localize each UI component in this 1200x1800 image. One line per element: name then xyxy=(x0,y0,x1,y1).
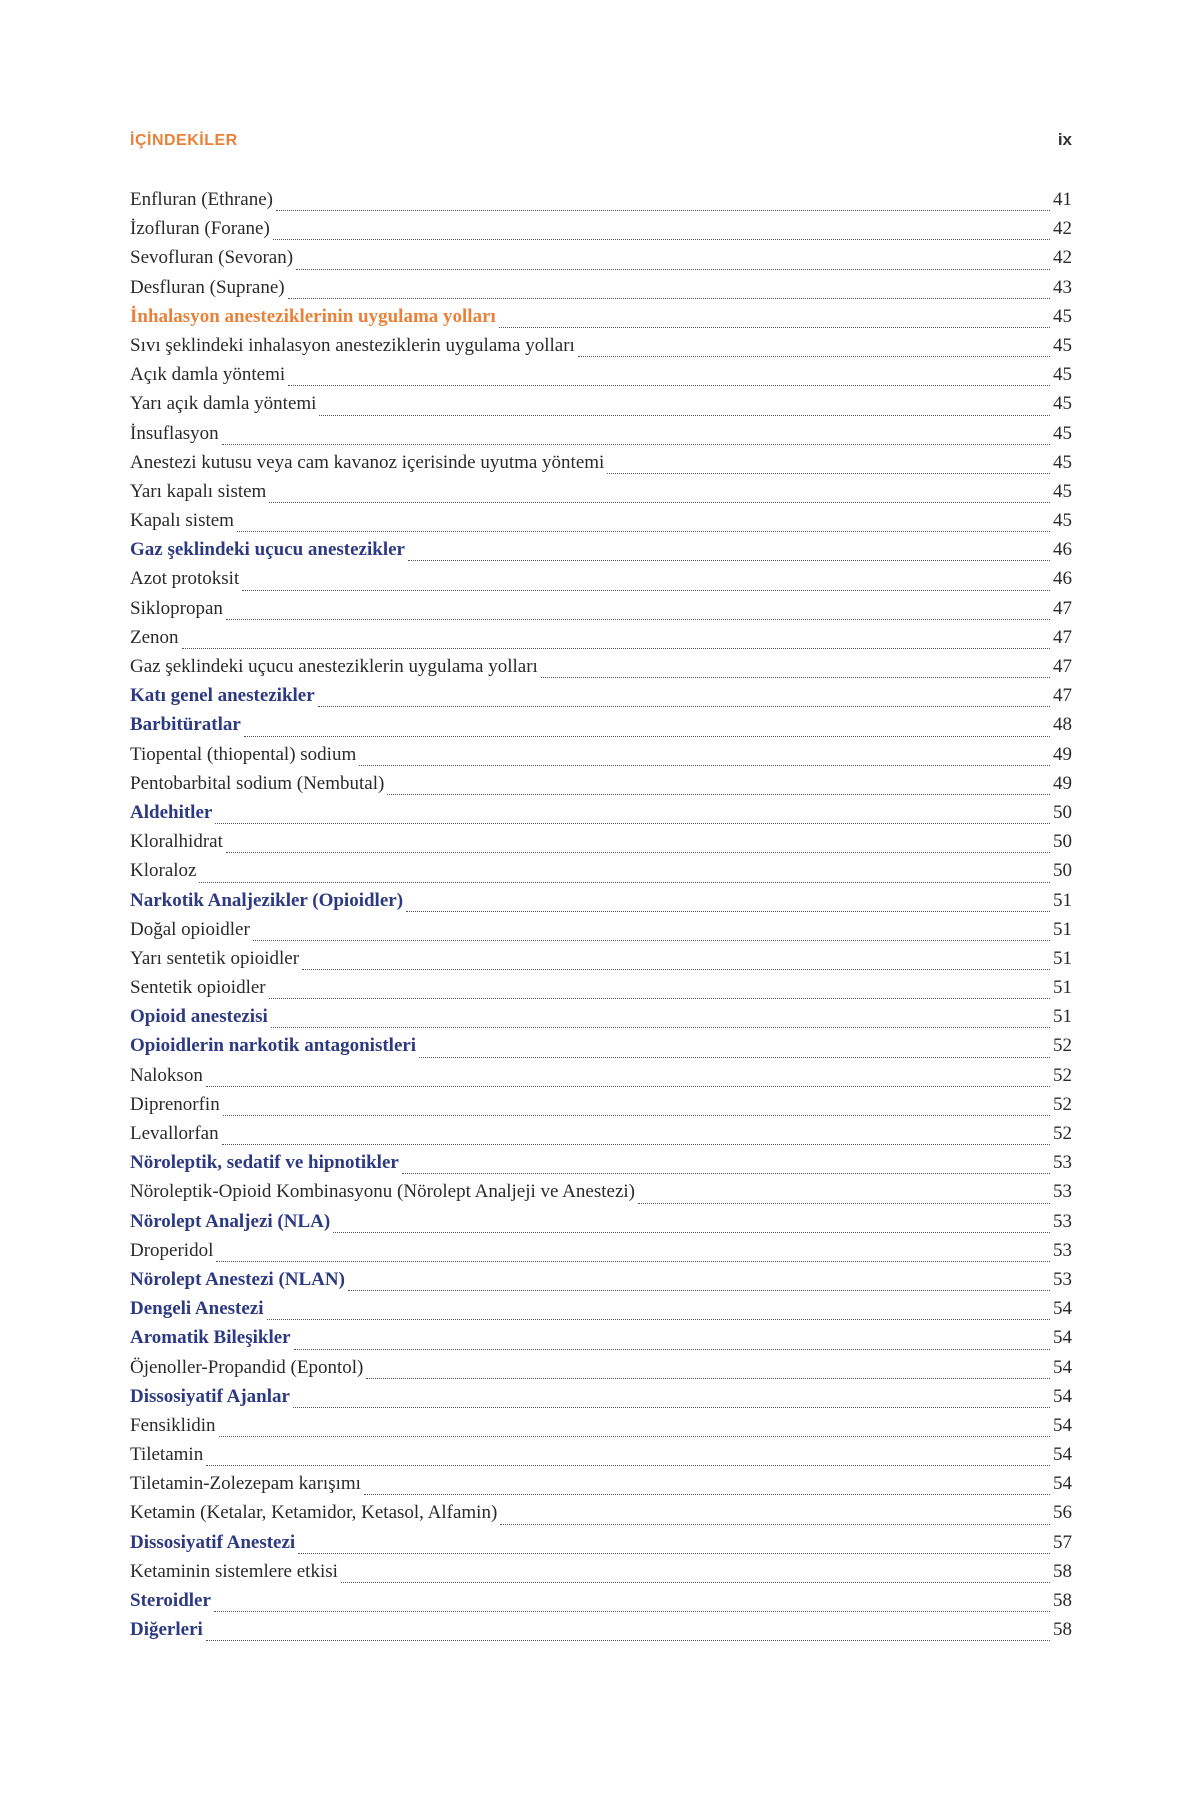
toc-entry-label: Droperidol xyxy=(130,1239,214,1261)
toc-dot-leader xyxy=(333,1231,1050,1233)
toc-entry-label: İnsuflasyon xyxy=(130,422,219,444)
toc-entry[interactable] xyxy=(130,335,1072,364)
toc-entry-page: 51 xyxy=(1053,977,1072,999)
toc-entry-page: 54 xyxy=(1053,1444,1072,1466)
toc-entry-page: 42 xyxy=(1053,218,1072,240)
toc-entry-page: 53 xyxy=(1053,1210,1072,1232)
toc-dot-leader xyxy=(222,443,1050,445)
toc-entry[interactable] xyxy=(130,1357,1072,1386)
toc-entry-label: Nalokson xyxy=(130,1064,203,1086)
toc-entry-page: 43 xyxy=(1053,276,1072,298)
toc-dot-leader xyxy=(293,1406,1050,1408)
toc-section-heading[interactable] xyxy=(130,1006,1072,1035)
toc-entry-label: İzofluran (Forane) xyxy=(130,218,270,240)
toc-entry-page: 54 xyxy=(1053,1385,1072,1407)
toc-entry[interactable] xyxy=(130,831,1072,860)
toc-entry[interactable] xyxy=(130,1444,1072,1473)
toc-section-heading[interactable] xyxy=(130,890,1072,919)
toc-dot-leader xyxy=(237,530,1050,532)
toc-dot-leader xyxy=(206,1464,1050,1466)
toc-dot-leader xyxy=(199,881,1050,883)
toc-section-heading[interactable] xyxy=(130,1619,1072,1648)
toc-dot-leader xyxy=(638,1202,1050,1204)
toc-section-heading[interactable] xyxy=(130,1269,1072,1298)
toc-entry-label: Kloralhidrat xyxy=(130,831,223,853)
toc-section-heading[interactable] xyxy=(130,1211,1072,1240)
toc-dot-leader xyxy=(242,589,1050,591)
toc-entry-page: 58 xyxy=(1053,1619,1072,1641)
toc-dot-leader xyxy=(319,414,1050,416)
toc-dot-leader xyxy=(226,618,1050,620)
toc-dot-leader xyxy=(294,1348,1050,1350)
toc-dot-leader xyxy=(253,939,1050,941)
toc-entry-page: 45 xyxy=(1053,393,1072,415)
toc-entry-label: Opioidlerin narkotik antagonistleri xyxy=(130,1035,417,1057)
toc-dot-leader xyxy=(206,1639,1050,1641)
toc-dot-leader xyxy=(406,910,1050,912)
toc-entry-page: 51 xyxy=(1053,1006,1072,1028)
toc-dot-leader xyxy=(341,1581,1050,1583)
toc-entry-page: 53 xyxy=(1053,1152,1072,1174)
toc-entry[interactable] xyxy=(130,598,1072,627)
toc-entry[interactable] xyxy=(130,919,1072,948)
toc-entry-label: Aromatik Bileşikler xyxy=(130,1327,291,1349)
toc-entry-label: Ketaminin sistemlere etkisi xyxy=(130,1560,338,1582)
toc-dot-leader xyxy=(541,676,1050,678)
page-title: İÇİNDEKİLER xyxy=(130,132,238,149)
toc-entry[interactable] xyxy=(130,510,1072,539)
toc-entry-page: 50 xyxy=(1053,831,1072,853)
toc-dot-leader xyxy=(499,326,1050,328)
toc-entry-page: 48 xyxy=(1053,714,1072,736)
toc-entry-page: 53 xyxy=(1053,1268,1072,1290)
toc-entry-label: Yarı açık damla yöntemi xyxy=(130,393,317,415)
toc-entry-label: Levallorfan xyxy=(130,1123,219,1144)
toc-dot-leader xyxy=(318,705,1050,707)
toc-dot-leader xyxy=(419,1056,1050,1058)
toc-entry-page: 46 xyxy=(1053,539,1072,561)
toc-entry[interactable] xyxy=(130,656,1072,685)
page-header xyxy=(130,130,1072,158)
toc-entry-label: Fensiklidin xyxy=(130,1414,216,1436)
toc-entry-label: Sentetik opioidler xyxy=(130,977,266,999)
toc-entry-label: Pentobarbital sodium (Nembutal) xyxy=(130,772,385,794)
toc-section-heading[interactable] xyxy=(130,1298,1072,1327)
toc-dot-leader xyxy=(244,735,1050,737)
toc-dot-leader xyxy=(359,764,1050,766)
toc-entry-page: 50 xyxy=(1053,860,1072,882)
toc-entry-label: Öjenoller-Propandid (Epontol) xyxy=(130,1356,364,1378)
toc-entry[interactable] xyxy=(130,860,1072,889)
toc-entry-page: 47 xyxy=(1053,685,1072,707)
toc-entry-page: 45 xyxy=(1053,334,1072,356)
toc-section-heading[interactable] xyxy=(130,1532,1072,1561)
toc-entry-page: 45 xyxy=(1053,510,1072,532)
toc-dot-leader xyxy=(366,1377,1050,1379)
toc-entry-label: Nöroleptik, sedatif ve hipnotikler xyxy=(130,1152,399,1174)
toc-entry-page: 52 xyxy=(1053,1064,1072,1086)
toc-dot-leader xyxy=(222,1143,1050,1145)
toc-entry-page: 47 xyxy=(1053,626,1072,648)
toc-section-heading[interactable] xyxy=(130,714,1072,743)
toc-entry[interactable] xyxy=(130,1240,1072,1269)
toc-entry[interactable] xyxy=(130,568,1072,597)
toc-entry[interactable] xyxy=(130,393,1072,422)
toc-entry-label: Aldehitler xyxy=(130,801,213,823)
toc-dot-leader xyxy=(226,851,1050,853)
toc-section-heading[interactable] xyxy=(130,539,1072,568)
toc-entry-page: 45 xyxy=(1053,480,1072,502)
toc-entry[interactable] xyxy=(130,423,1072,452)
toc-entry-label: Dissosiyatif Ajanlar xyxy=(130,1385,290,1407)
toc-entry-page: 54 xyxy=(1053,1327,1072,1349)
toc-dot-leader xyxy=(500,1523,1050,1525)
toc-dot-leader xyxy=(364,1493,1050,1495)
toc-entry-label: Enfluran (Ethrane) xyxy=(130,189,273,210)
toc-section-heading[interactable] xyxy=(130,306,1072,335)
toc-entry[interactable] xyxy=(130,189,1072,218)
toc-entry[interactable] xyxy=(130,948,1072,977)
toc-entry-page: 58 xyxy=(1053,1560,1072,1582)
toc-entry-page: 45 xyxy=(1053,451,1072,473)
toc-dot-leader xyxy=(269,997,1050,999)
toc-entry-label: Dissosiyatif Anestezi xyxy=(130,1531,296,1553)
toc-entry-page: 45 xyxy=(1053,305,1072,327)
toc-entry-page: 46 xyxy=(1053,568,1072,590)
toc-entry-page: 54 xyxy=(1053,1298,1072,1320)
toc-entry-page: 54 xyxy=(1053,1414,1072,1436)
toc-entry[interactable] xyxy=(130,452,1072,481)
toc-entry-label: Katı genel anestezikler xyxy=(130,685,315,707)
toc-entry[interactable] xyxy=(130,773,1072,802)
toc-entry[interactable] xyxy=(130,1473,1072,1502)
toc-entry[interactable] xyxy=(130,1123,1072,1152)
toc-entry-label: Dengeli Anestezi xyxy=(130,1298,264,1320)
toc-entry-label: Desfluran (Suprane) xyxy=(130,276,285,298)
toc-entry-page: 52 xyxy=(1053,1123,1072,1144)
toc-entry-page: 50 xyxy=(1053,801,1072,823)
toc-entry[interactable] xyxy=(130,1094,1072,1123)
toc-entry-label: Steroidler xyxy=(130,1590,211,1611)
toc-entry-label: Diprenorfin xyxy=(130,1093,220,1115)
toc-entry-label: Sıvı şeklindeki inhalasyon anesteziklerin uygulama yolları xyxy=(130,334,575,356)
toc-dot-leader xyxy=(182,647,1050,649)
toc-entry-label: Nöroleptik-Opioid Kombinasyonu (Nörolept Analjeji ve Anestezi) xyxy=(130,1181,635,1203)
toc-section-heading[interactable] xyxy=(130,1152,1072,1181)
toc-entry[interactable] xyxy=(130,1561,1072,1590)
toc-dot-leader xyxy=(219,1435,1050,1437)
toc-entry-label: Tiopental (thiopental) sodium xyxy=(130,743,357,765)
toc-dot-leader xyxy=(402,1172,1050,1174)
toc-dot-leader xyxy=(223,1114,1050,1116)
table-of-contents xyxy=(130,189,1072,1648)
toc-section-heading[interactable] xyxy=(130,685,1072,714)
toc-dot-leader xyxy=(214,1610,1050,1612)
toc-entry-page: 49 xyxy=(1053,743,1072,765)
toc-dot-leader xyxy=(269,501,1050,503)
toc-dot-leader xyxy=(216,1260,1050,1262)
toc-entry-page: 47 xyxy=(1053,597,1072,619)
toc-dot-leader xyxy=(215,822,1050,824)
toc-dot-leader xyxy=(288,297,1050,299)
toc-entry-label: Kapalı sistem xyxy=(130,510,234,532)
toc-entry-page: 47 xyxy=(1053,656,1072,677)
toc-entry-page: 54 xyxy=(1053,1356,1072,1378)
toc-entry-label: İnhalasyon anesteziklerinin uygulama yolları xyxy=(130,305,496,327)
page-number: ix xyxy=(1057,130,1072,149)
toc-entry-page: 56 xyxy=(1053,1502,1072,1524)
toc-section-heading[interactable] xyxy=(130,1386,1072,1415)
toc-entry-label: Nörolept Analjezi (NLA) xyxy=(130,1210,331,1232)
toc-entry-page: 51 xyxy=(1053,918,1072,940)
toc-dot-leader xyxy=(288,384,1050,386)
toc-entry-page: 45 xyxy=(1053,364,1072,386)
toc-entry[interactable] xyxy=(130,977,1072,1006)
toc-dot-leader xyxy=(387,793,1050,795)
toc-entry-label: Açık damla yöntemi xyxy=(130,364,286,386)
toc-entry-page: 54 xyxy=(1053,1473,1072,1495)
toc-entry[interactable] xyxy=(130,1181,1072,1210)
toc-entry-page: 42 xyxy=(1053,247,1072,269)
toc-entry-page: 51 xyxy=(1053,889,1072,911)
toc-entry-label: Zenon xyxy=(130,626,179,648)
toc-entry-label: Ketamin (Ketalar, Ketamidor, Ketasol, Alfamin) xyxy=(130,1502,498,1524)
toc-entry[interactable] xyxy=(130,744,1072,773)
toc-section-heading[interactable] xyxy=(130,1590,1072,1619)
toc-dot-leader xyxy=(276,209,1050,211)
toc-section-heading[interactable] xyxy=(130,1327,1072,1356)
toc-section-heading[interactable] xyxy=(130,1035,1072,1064)
toc-entry-label: Opioid anestezisi xyxy=(130,1006,268,1028)
toc-entry-label: Tiletamin xyxy=(130,1444,204,1466)
toc-entry[interactable] xyxy=(130,247,1072,276)
toc-entry-label: Sevofluran (Sevoran) xyxy=(130,247,294,269)
toc-entry-label: Barbitüratlar xyxy=(130,714,241,736)
toc-dot-leader xyxy=(298,1552,1050,1554)
toc-entry-page: 52 xyxy=(1053,1093,1072,1115)
toc-dot-leader xyxy=(273,238,1050,240)
toc-entry-label: Gaz şeklindeki uçucu anesteziklerin uygulama yolları xyxy=(130,656,538,677)
toc-entry-label: Kloraloz xyxy=(130,860,197,882)
toc-entry[interactable] xyxy=(130,627,1072,656)
toc-entry-page: 51 xyxy=(1053,947,1072,969)
toc-dot-leader xyxy=(267,1318,1050,1320)
toc-entry-label: Yarı sentetik opioidler xyxy=(130,947,300,969)
toc-dot-leader xyxy=(607,472,1050,474)
toc-dot-leader xyxy=(302,968,1050,970)
toc-entry[interactable] xyxy=(130,481,1072,510)
toc-dot-leader xyxy=(578,355,1050,357)
toc-entry-page: 57 xyxy=(1053,1531,1072,1553)
toc-entry-page: 53 xyxy=(1053,1181,1072,1203)
toc-entry-label: Nörolept Anestezi (NLAN) xyxy=(130,1268,345,1290)
toc-entry-page: 53 xyxy=(1053,1239,1072,1261)
toc-entry-label: Tiletamin-Zolezepam karışımı xyxy=(130,1473,361,1495)
toc-dot-leader xyxy=(348,1289,1050,1291)
toc-entry-label: Yarı kapalı sistem xyxy=(130,480,267,502)
toc-dot-leader xyxy=(408,559,1050,561)
toc-entry-label: Doğal opioidler xyxy=(130,918,250,940)
toc-entry[interactable] xyxy=(130,1415,1072,1444)
toc-entry-label: Azot protoksit xyxy=(130,568,240,590)
toc-entry[interactable] xyxy=(130,1502,1072,1531)
toc-section-heading[interactable] xyxy=(130,802,1072,831)
toc-dot-leader xyxy=(296,268,1050,270)
toc-entry-label: Gaz şeklindeki uçucu anestezikler xyxy=(130,539,405,561)
toc-entry[interactable] xyxy=(130,364,1072,393)
toc-entry-page: 49 xyxy=(1053,772,1072,794)
toc-entry-label: Siklopropan xyxy=(130,597,223,619)
toc-dot-leader xyxy=(271,1026,1050,1028)
toc-entry[interactable] xyxy=(130,218,1072,247)
toc-entry-page: 45 xyxy=(1053,422,1072,444)
toc-entry-page: 41 xyxy=(1053,189,1072,210)
toc-entry-page: 58 xyxy=(1053,1590,1072,1611)
toc-entry[interactable] xyxy=(130,277,1072,306)
toc-entry-label: Diğerleri xyxy=(130,1619,203,1641)
toc-entry-label: Anestezi kutusu veya cam kavanoz içerisinde uyutma yöntemi xyxy=(130,451,605,473)
toc-entry-page: 52 xyxy=(1053,1035,1072,1057)
toc-dot-leader xyxy=(206,1085,1050,1087)
toc-entry[interactable] xyxy=(130,1065,1072,1094)
toc-entry-label: Narkotik Analjezikler (Opioidler) xyxy=(130,889,404,911)
